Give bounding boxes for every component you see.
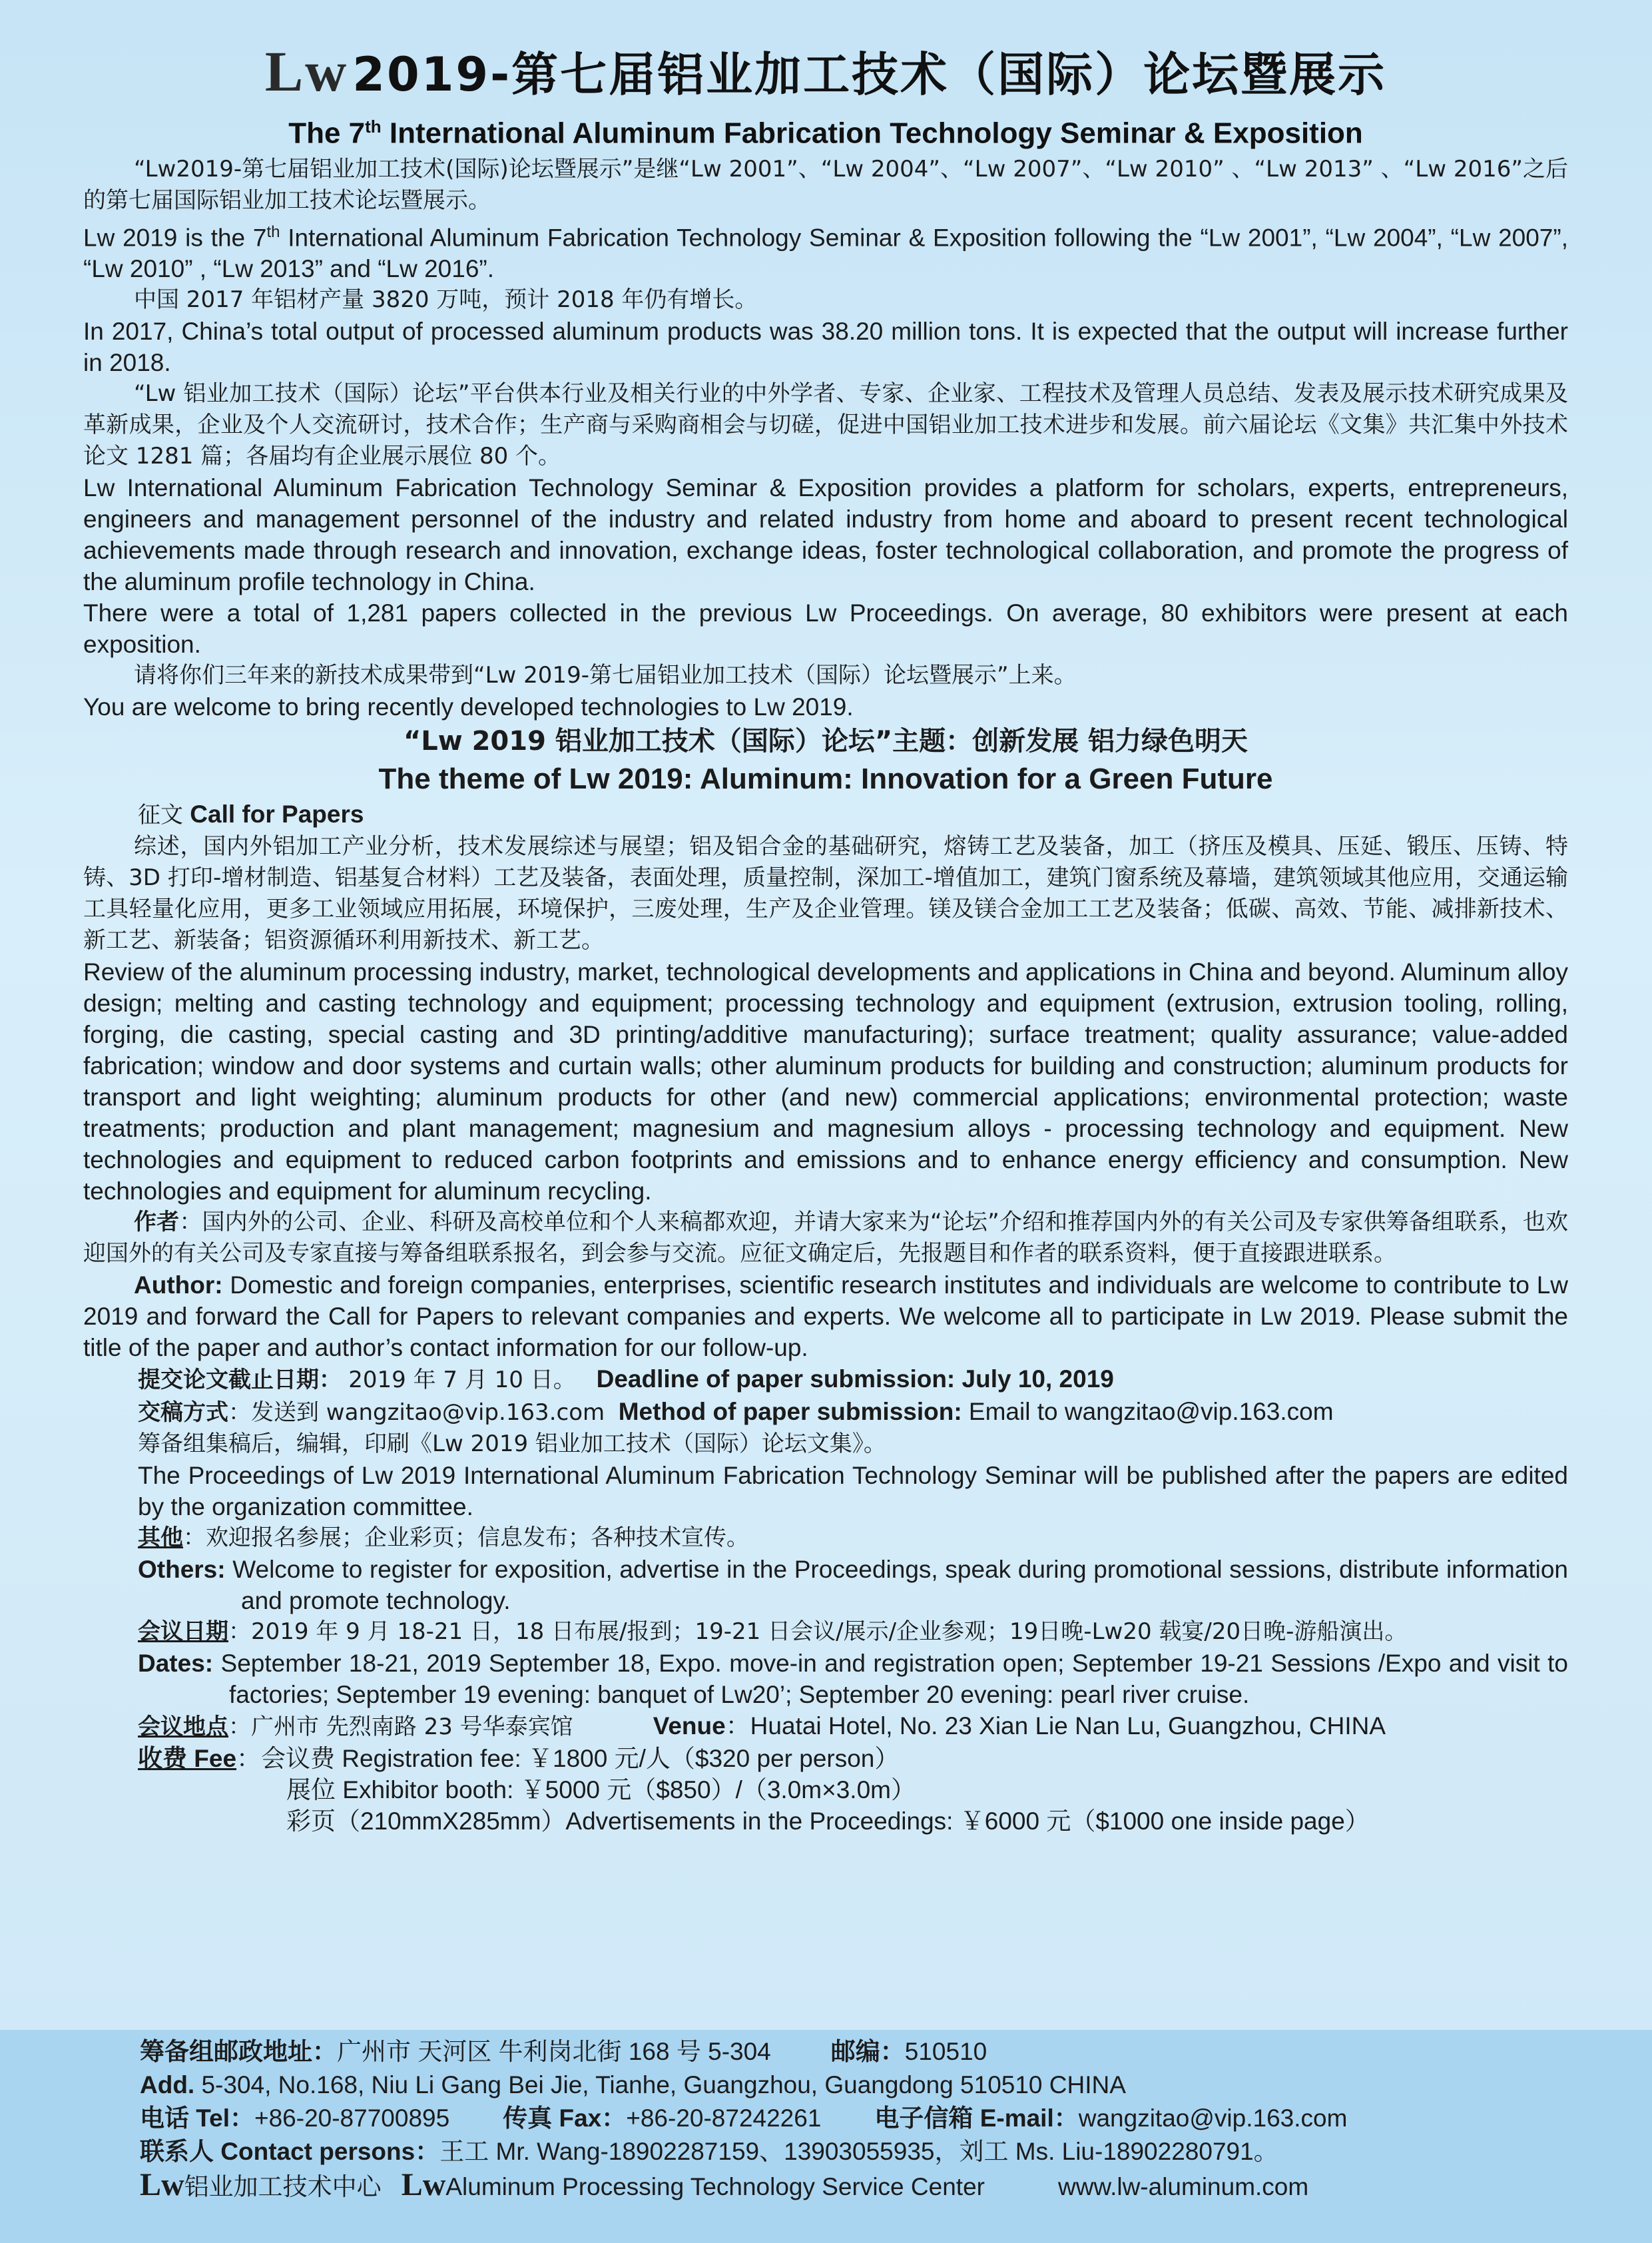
- others-label-cn: 其他: [138, 1524, 183, 1551]
- footer-org-cn: 铝业加工技术中心: [184, 2173, 382, 2200]
- intro-p1-en-pre: Lw 2019 is the 7: [83, 223, 267, 251]
- others-label-en: Others:: [138, 1555, 226, 1583]
- venue-label-cn: 会议地点: [138, 1713, 228, 1740]
- footer-phones: [140, 2102, 1571, 2135]
- others-cn: [138, 1522, 1568, 1554]
- call-heading-cn: 征文: [138, 801, 183, 828]
- call-heading: [138, 799, 1568, 831]
- proceedings-cn: 筹备组集稿后，编辑，印刷《Lw 2019 铝业加工技术（国际）论坛文集》。: [138, 1430, 886, 1457]
- deadline-en: Deadline of paper submission: July 10, 2019: [596, 1365, 1114, 1393]
- method-label-en: Method of paper submission:: [618, 1397, 962, 1425]
- footer-address-cn: [140, 2035, 1571, 2069]
- call-body-cn: 综述，国内外铝加工产业分析，技术发展综述与展望；铝及铝合金的基础研究，熔铸工艺及装备，加工（挤压及模具、压延、锻压、压铸、特铸、3D 打印-增材制造、铝基复合材料）工艺及装备，表面处理，质量控制，深加工-增值加工，建筑门窗系统及幕墙，建筑领域其他应用，交通运输工具轻量化应用，更多工业领域应用拓展，环境保护，三废处理，生产及企业管理。镁及镁合金加工工艺及装备；低碳、高效、节能、减排新技术、新工艺、新装备；铝资源循环利用新技术、新工艺。: [83, 832, 1568, 954]
- venue-line: [138, 1710, 1568, 1743]
- footer-address-en: [140, 2069, 1571, 2102]
- method-line: [138, 1396, 1568, 1429]
- others-en: [138, 1554, 1568, 1616]
- fee-label: 收费 Fee: [138, 1744, 237, 1772]
- intro-p1-en-sup: th: [266, 222, 280, 241]
- theme-cn: “Lw 2019 铝业加工技术（国际）论坛”主题：创新发展 铝力绿色明天: [403, 725, 1248, 757]
- title-en-post: International Aluminum Fabrication Technology Seminar & Exposition: [381, 117, 1363, 150]
- others-body-en: Welcome to register for exposition, advertise in the Proceedings, speak during promotional sessions, distribute information and promote technology.: [225, 1555, 1568, 1614]
- intro-p3-en: Lw International Aluminum Fabrication Technology Seminar & Exposition provides a platform for scholars, experts, entrepreneurs, engineers and management personnel of the industry and related industry from home and aboard to present recent technological achievements made through research and innovation, exchange ideas, foster technological collaboration, and promote the progress of the aluminum profile technology in China.: [83, 474, 1568, 595]
- intro-p2-en: In 2017, China’s total output of processed aluminum products was 38.20 million tons. It is expected that the output will increase further in 2018.: [83, 317, 1568, 376]
- footer-contact-label: 联系人 Contact persons：: [140, 2138, 440, 2165]
- footer-contact-band: [0, 2030, 1652, 2243]
- fee-line1: [138, 1743, 1568, 1774]
- footer-post-value: 510510: [904, 2038, 987, 2065]
- method-value-en: Email to wangzitao@vip.163.com: [962, 1397, 1334, 1425]
- intro-p3b-en: There were a total of 1,281 papers collected in the previous Lw Proceedings. On average, 80 exhibitors were present at each exposition.: [83, 599, 1568, 658]
- author-en: [83, 1269, 1568, 1363]
- deadline-label-cn: 提交论文截止日期：: [138, 1366, 342, 1393]
- lw-logo: Lw: [264, 39, 349, 103]
- main-content: [83, 40, 1568, 1837]
- intro-p4-cn: 请将你们三年来的新技术成果带到“Lw 2019-第七届铝业加工技术（国际）论坛暨展示”上来。: [134, 661, 1077, 689]
- intro-p1-cn: “Lw2019-第七届铝业加工技术(国际)论坛暨展示”是继“Lw 2001”、“Lw 2004”、“Lw 2007”、“Lw 2010” 、“Lw 2013” 、“Lw 2016”之后的第七届国际铝业加工技术论坛暨展示。: [83, 155, 1568, 214]
- footer-org-en: Aluminum Processing Technology Service Center: [445, 2173, 985, 2200]
- intro-p4-en: You are welcome to bring recently developed technologies to Lw 2019.: [83, 693, 854, 721]
- footer-addr-cn: 广州市 天河区 牛利岗北街 168 号 5-304: [337, 2038, 771, 2065]
- author-label-en: Author:: [134, 1271, 223, 1299]
- proceedings-en: The Proceedings of Lw 2019 International Aluminum Fabrication Technology Seminar will be published after the papers are edited by the organization committee.: [138, 1461, 1568, 1520]
- dates-body-en: September 18-21, 2019 September 18, Expo. move-in and registration open; September 19-21 Sessions /Expo and visit to factories; September 19 evening: banquet of Lw20’; September 20 evening: pearl river cruise.: [213, 1649, 1568, 1708]
- method-value-cn: ：发送到 wangzitao@vip.163.com: [228, 1399, 605, 1426]
- page-title-cn: [83, 40, 1568, 107]
- title-en-pre: The 7: [288, 117, 366, 150]
- footer-contacts: [140, 2135, 1571, 2168]
- footer-email-label: 电子信箱 E-mail：: [874, 2104, 1079, 2132]
- footer-fax-label: 传真 Fax：: [503, 2104, 627, 2132]
- footer-addr-en: 5-304, No.168, Niu Li Gang Bei Jie, Tianhe, Guangzhou, Guangdong 510510 CHINA: [194, 2071, 1126, 2098]
- footer-tel-label: 电话 Tel：: [140, 2104, 254, 2132]
- footer-post-label: 邮编：: [830, 2038, 905, 2065]
- fee-line2: 展位 Exhibitor booth: ￥5000 元（$850）/（3.0m×3.0m）: [286, 1775, 916, 1803]
- others-body-cn: ：欢迎报名参展；企业彩页；信息发布；各种技术宣传。: [183, 1524, 749, 1551]
- footer-fax-value: +86-20-87242261: [626, 2104, 822, 2132]
- author-body-en: Domestic and foreign companies, enterprises, scientific research institutes and individuals are welcome to contribute to Lw 2019 and forward the Call for Papers to relevant companies and experts. We welcome all to participate in Lw 2019. Please submit the title of the paper and author’s contact information for our follow-up.: [83, 1271, 1568, 1361]
- method-label-cn: 交稿方式: [138, 1399, 228, 1426]
- title-en-sup: th: [365, 117, 382, 137]
- fee-line3: 彩页（210mmX285mm）Advertisements in the Proceedings: ￥6000 元（$1000 one inside page）: [286, 1807, 1370, 1835]
- details-block: [138, 1363, 1568, 1837]
- footer-email-link[interactable]: wangzitao@vip.163.com: [1078, 2104, 1348, 2132]
- dates-en: [138, 1648, 1568, 1710]
- call-heading-en: Call for Papers: [190, 800, 364, 828]
- footer-addr-label-cn: 筹备组邮政地址：: [140, 2038, 337, 2065]
- intro-p3-cn: “Lw 铝业加工技术（国际）论坛”平台供本行业及相关行业的中外学者、专家、企业家、工程技术及管理人员总结、发表及展示技术研究成果及革新成果，企业及个人交流研讨，技术合作；生产商与采购商相会与切磋，促进中国铝业加工技术进步和发展。前六届论坛《文集》共汇集中外技术论文 1281 篇；各届均有企业展示展位 80 个。: [83, 380, 1568, 470]
- author-body-cn: ：国内外的公司、企业、科研及高校单位和个人来稿都欢迎，并请大家来为“论坛”介绍和推荐国内外的有关公司及专家供筹备组联系，也欢迎国外的有关公司及专家直接与筹备组联系报名，到会参与交流。应征文确定后，先报题目和作者的联系资料，便于直接跟进联系。: [83, 1208, 1568, 1267]
- call-body-en: Review of the aluminum processing industry, market, technological developments and applications in China and beyond. Aluminum alloy design; melting and casting technology and equipment; processing technology and equipment (extrusion, extrusion tooling, rolling, forging, die casting, special casting and 3D printing/additive manufacturing); surface treatment; quality assurance; value-added fabrication; window and door systems and curtain walls; other aluminum products for building and construction; aluminum products for transport and light weighting; aluminum products for other (and new) commercial applications; environmental protection; waste treatments; production and plant management; magnesium and magnesium alloys - processing technology and equipment. New technologies and equipment to reduced carbon footprints and emissions and to enhance energy efficiency and consumption. New technologies and equipment for aluminum recycling.: [83, 958, 1568, 1205]
- dates-cn: [138, 1616, 1568, 1648]
- venue-value-cn: ：广州市 先烈南路 23 号华泰宾馆: [228, 1713, 573, 1740]
- author-cn: [83, 1207, 1568, 1269]
- footer-content: [140, 2035, 1571, 2204]
- footer-lw-logo: Lw: [140, 2167, 184, 2202]
- venue-value-en: ：Huatai Hotel, No. 23 Xian Lie Nan Lu, Guangzhou, CHINA: [725, 1712, 1386, 1740]
- fee-registration: ：会议费 Registration fee: ￥1800 元/人（$320 per person）: [236, 1744, 900, 1772]
- dates-body-cn: ：2019 年 9 月 18-21 日，18 日布展/报到；19-21 日会议/展示/企业参观；19日晚-Lw20 载宴/20日晚-游船演出。: [228, 1618, 1408, 1645]
- venue-label-en: Venue: [653, 1712, 726, 1740]
- intro-p1-en-post: International Aluminum Fabrication Technology Seminar & Exposition following the “Lw 2001”, “Lw 2004”, “Lw 2007”, “Lw 2010” , “Lw 2013” and “Lw 2016”.: [83, 223, 1568, 282]
- dates-label-cn: 会议日期: [138, 1618, 228, 1645]
- footer-lw-logo-2: Lw: [401, 2167, 446, 2202]
- page-title-en: [83, 107, 1568, 154]
- footer-org: [140, 2168, 1571, 2204]
- intro-p1-en: [83, 216, 1568, 284]
- author-label-cn: 作者: [134, 1208, 180, 1235]
- deadline-value-cn: 2019 年 7 月 10 日。: [348, 1366, 576, 1393]
- intro-p2-cn: 中国 2017 年铝材产量 3820 万吨，预计 2018 年仍有增长。: [134, 286, 758, 313]
- footer-addr-label-en: Add.: [140, 2071, 195, 2098]
- theme-en: The theme of Lw 2019: Aluminum: Innovation for a Green Future: [378, 762, 1273, 795]
- deadline-line: [138, 1363, 1568, 1396]
- footer-contact-value: 王工 Mr. Wang-18902287159、13903055935，刘工 Ms. Liu-18902280791。: [439, 2138, 1278, 2165]
- dates-label-en: Dates:: [138, 1649, 214, 1677]
- title-cn-text: 2019-第七届铝业加工技术（国际）论坛暨展示: [352, 47, 1387, 102]
- footer-tel-value[interactable]: +86-20-87700895: [254, 2104, 450, 2132]
- footer-website-link[interactable]: www.lw-aluminum.com: [1057, 2173, 1309, 2200]
